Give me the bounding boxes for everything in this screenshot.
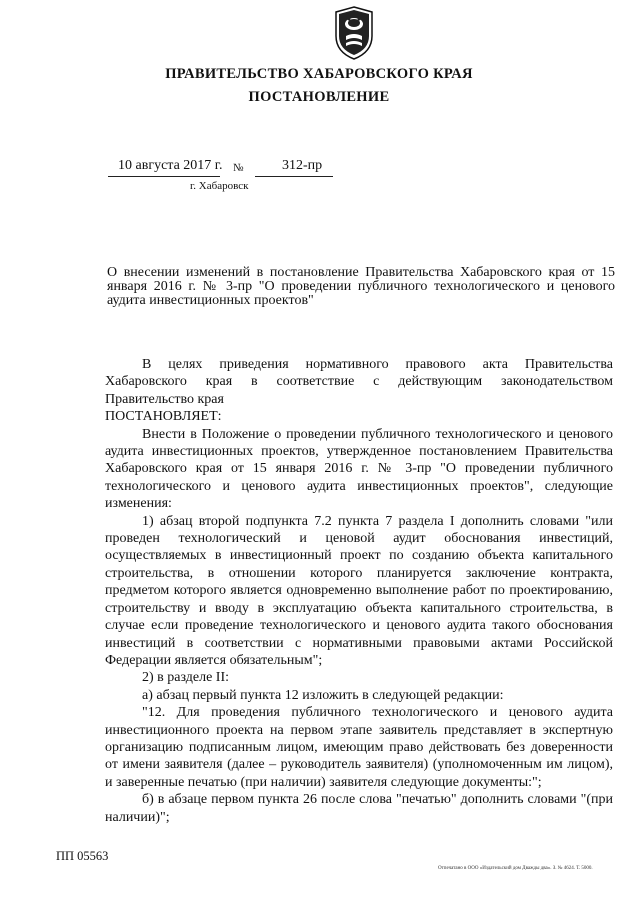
amendment-2a-text-paragraph: "12. Для проведения публичного технологического и ценового аудита инвестиционного проекта на первом этапе заявитель представляет в экспертную организацию подписанным лицом, имеющим право действовать без доверенности от имени заявителя (далее – руководитель заявителя) (уполномоченным им лицом), и заверенные печатью (при наличии) заявителя следующие документы:"; <box>105 705 613 790</box>
number-sign: № <box>233 162 244 174</box>
amendment-2b-paragraph: б) в абзаце первом пункта 26 после слова "печатью" дополнить словами "(при наличии)"; <box>105 792 613 825</box>
preamble-paragraph: В целях приведения нормативного правового акта Правительства Хабаровского края в соответствие с действующим законодательством Правительство края <box>105 357 613 407</box>
date-underline <box>108 176 220 177</box>
number-underline <box>255 176 333 177</box>
amendment-2-paragraph: 2) в разделе II: <box>142 670 230 686</box>
document-body <box>105 356 613 826</box>
amendment-intro-paragraph: Внести в Положение о проведении публичного технологического и ценового аудита инвестиционных проектов, утвержденное постановлением Правительства Хабаровского края от 15 января 2016 г. № 3-пр "О проведении публичного технологического и ценового аудита инвестиционных проектов", следующие изменения: <box>105 426 613 512</box>
government-title: ПРАВИТЕЛЬСТВО ХАБАРОВСКОГО КРАЯ <box>165 66 473 82</box>
amendment-1-paragraph: 1) абзац второй подпункта 7.2 пункта 7 раздела I дополнить словами "или проведен технологический и ценовой аудит обоснования инвестиций, осуществляемых в инвестиционный проект по созданию объекта капитального строительства, в отношении которого планируется заключение контракта, предметом которого является одновременно выполнение работ по проектированию, строительству и вводу в эксплуатацию объекта капитального строительства, в случае если проведение технологического и ценового аудита такого обоснования инвестиций в соответствии с нормативными правовыми актами Российской Федерации является обязательным"; <box>105 513 613 668</box>
document-subject: О внесении изменений в постановление Правительства Хабаровского края от 15 января 2016 г. № 3-пр "О проведении публичного технологического и ценового аудита инвестиционных проектов" <box>107 265 615 308</box>
document-date: 10 августа 2017 г. <box>118 158 223 173</box>
city: г. Хабаровск <box>190 180 249 192</box>
document-type: ПОСТАНОВЛЕНИЕ <box>248 89 390 105</box>
document-code: ПП 05563 <box>56 849 109 863</box>
document-number: 312-пр <box>282 158 323 173</box>
coat-of-arms-icon <box>334 6 374 60</box>
amendment-2a-paragraph: а) абзац первый пункта 12 изложить в следующей редакции: <box>142 687 504 703</box>
resolves-heading: ПОСТАНОВЛЯЕТ: <box>105 409 222 425</box>
printer-note: Отпечатано в ООО «Издательский дом Дважды два». З. № 4624. Т. 5000. <box>438 866 593 871</box>
